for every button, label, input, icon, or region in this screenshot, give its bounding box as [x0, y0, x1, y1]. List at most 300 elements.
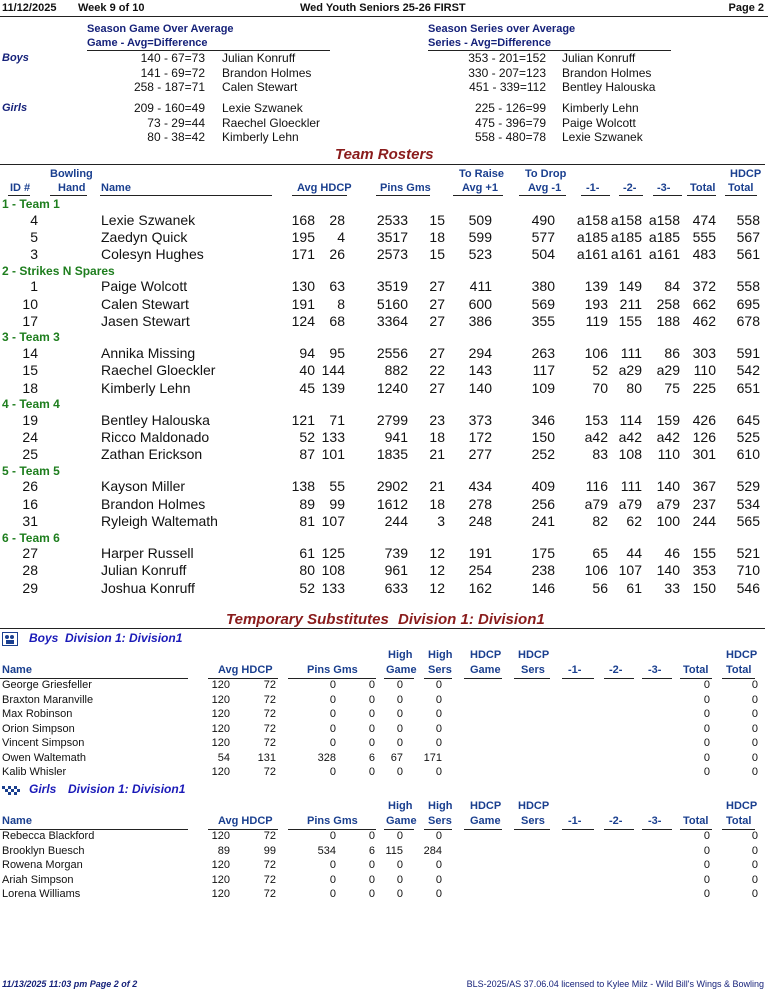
sub-name: Brooklyn Buesch	[2, 844, 85, 857]
player-games: 12	[429, 545, 445, 561]
sub-avg: 89	[217, 844, 230, 857]
over-avg-calc: 140 - 67=73	[140, 51, 205, 65]
player-id: 18	[22, 379, 38, 396]
player-to-drop: 409	[531, 478, 555, 495]
player-hdcp: 144	[321, 362, 345, 379]
rosters-title: Team Rosters	[335, 146, 434, 163]
player-id: 27	[22, 545, 38, 561]
team-label: 5 - Team 5	[2, 463, 60, 478]
player-name: Zathan Erickson	[101, 446, 203, 463]
over-avg-calc: 353 - 201=152	[468, 51, 546, 65]
column-underline	[376, 195, 430, 196]
col-name: Name	[101, 182, 131, 194]
player-game2: 107	[618, 562, 642, 579]
col-total: Total	[683, 815, 709, 827]
player-to-raise: 277	[468, 446, 492, 463]
player-name: Lexie Szwanek	[101, 211, 196, 228]
col-pins-gms: Pins Gms	[307, 815, 358, 827]
player-avg: 89	[299, 495, 315, 512]
over-avg-calc: 258 - 187=71	[133, 80, 205, 94]
sub-hdcp-total: 0	[751, 751, 758, 764]
player-hdcp-total: 678	[736, 313, 760, 329]
player-to-raise: 143	[468, 362, 492, 379]
sub-high-series: 0	[435, 737, 442, 749]
player-name: Annika Missing	[101, 344, 196, 361]
column-underline	[292, 195, 347, 196]
sub-games: 0	[368, 737, 375, 749]
col-g3: -3-	[648, 664, 662, 676]
player-game1: a185	[576, 228, 608, 245]
sub-avg: 120	[211, 873, 230, 886]
subs-title: Temporary Substitutes	[226, 611, 389, 628]
sub-avg: 120	[211, 679, 230, 691]
sub-hdcp: 72	[263, 693, 276, 706]
sub-pins: 0	[329, 737, 336, 749]
player-game2: 149	[618, 278, 642, 295]
player-game1: 193	[584, 295, 608, 312]
player-to-raise: 162	[468, 579, 492, 596]
player-to-raise: 278	[468, 495, 492, 512]
sub-avg: 120	[211, 722, 230, 735]
player-hdcp-total: 591	[736, 344, 760, 361]
sub-total: 0	[703, 844, 710, 857]
col-name: Name	[2, 815, 32, 827]
sub-hdcp: 72	[263, 722, 276, 735]
sub-hdcp: 72	[263, 830, 276, 842]
player-game3: 140	[656, 562, 680, 579]
col-hdcp-total: Total	[728, 182, 754, 194]
player-hdcp-total: 695	[736, 295, 760, 312]
player-hdcp: 28	[329, 211, 345, 228]
sub-avg: 54	[217, 751, 230, 764]
sub-hdcp: 72	[263, 708, 276, 720]
player-games: 22	[429, 362, 445, 379]
player-hdcp: 4	[337, 228, 345, 245]
sub-hdcp: 131	[257, 751, 276, 764]
over-avg-name: Calen Stewart	[222, 80, 298, 94]
player-to-drop: 504	[531, 246, 555, 263]
player-pins: 2573	[376, 246, 408, 263]
player-pins: 941	[384, 429, 408, 445]
player-hdcp: 71	[329, 411, 345, 428]
player-pins: 633	[384, 579, 408, 596]
player-hdcp: 125	[321, 545, 345, 561]
player-avg: 81	[299, 513, 315, 530]
player-game1: 119	[585, 313, 608, 329]
player-hdcp: 68	[329, 313, 345, 329]
sub-pins: 0	[329, 722, 336, 735]
player-total: 126	[692, 429, 716, 445]
col-high: High	[388, 649, 413, 661]
player-game2: 80	[626, 379, 642, 396]
player-hdcp-total: 534	[736, 495, 760, 512]
col-game: Game	[386, 664, 417, 676]
player-hdcp: 8	[337, 295, 345, 312]
player-pins: 5160	[376, 295, 408, 312]
column-underline	[642, 829, 672, 830]
over-avg-calc: 209 - 160=49	[133, 101, 205, 115]
sub-total: 0	[703, 693, 710, 706]
player-to-drop: 346	[531, 411, 555, 428]
sub-high-series: 0	[435, 708, 442, 720]
player-id: 31	[22, 513, 38, 530]
player-games: 27	[429, 295, 445, 312]
col-hdcp: HDCP	[726, 800, 758, 812]
sub-high-series: 0	[435, 859, 442, 871]
player-game3: a79	[656, 495, 680, 512]
sub-games: 0	[368, 888, 375, 900]
column-underline	[50, 195, 87, 196]
player-pins: 3519	[376, 278, 408, 295]
player-games: 27	[429, 379, 445, 396]
player-games: 18	[429, 495, 445, 512]
player-pins: 3364	[376, 313, 408, 329]
player-name: Joshua Konruff	[101, 579, 195, 596]
sub-total: 0	[703, 708, 710, 720]
player-game3: a161	[648, 246, 680, 263]
sub-name: Owen Waltemath	[2, 751, 86, 764]
player-pins: 961	[384, 562, 408, 579]
over-avg-name: Lexie Szwanek	[562, 130, 643, 144]
sub-high-series: 0	[435, 830, 442, 842]
sub-pins: 0	[329, 830, 336, 842]
player-game2: a29	[618, 362, 642, 379]
player-hdcp-total: 567	[736, 228, 760, 245]
column-underline	[514, 678, 550, 679]
player-to-drop: 117	[532, 362, 555, 379]
player-game1: a42	[584, 429, 608, 445]
column-underline	[604, 829, 634, 830]
player-game3: 188	[656, 313, 680, 329]
col-bowling: Bowling	[50, 168, 93, 180]
sub-name: Lorena Williams	[2, 888, 81, 900]
sub-total: 0	[703, 751, 710, 764]
sub-high-game: 115	[385, 844, 403, 857]
player-id: 29	[22, 579, 38, 596]
player-to-drop: 150	[531, 429, 555, 445]
player-avg: 130	[291, 278, 315, 295]
player-to-raise: 373	[468, 411, 492, 428]
over-avg-calc: 451 - 339=112	[469, 80, 546, 94]
player-hdcp: 107	[321, 513, 345, 530]
player-to-drop: 241	[531, 513, 555, 530]
sub-high-series: 0	[435, 722, 442, 735]
sub-high-series: 0	[435, 693, 442, 706]
column-underline	[562, 678, 594, 679]
sub-high-series: 0	[435, 766, 442, 778]
player-avg: 171	[291, 246, 315, 263]
player-hdcp-total: 525	[736, 429, 760, 445]
player-total: 483	[692, 246, 716, 263]
column-underline	[100, 195, 272, 196]
player-game1: 52	[592, 362, 608, 379]
bowling-pins-icon	[2, 632, 18, 646]
player-name: Calen Stewart	[101, 295, 189, 312]
report-title: Wed Youth Seniors 25-26 FIRST	[300, 2, 466, 14]
player-to-raise: 140	[468, 379, 492, 396]
player-total: 367	[692, 478, 716, 495]
column-underline	[619, 195, 643, 196]
player-game2: 44	[626, 545, 642, 561]
player-avg: 191	[291, 295, 315, 312]
player-game2: a42	[618, 429, 642, 445]
sub-high-game: 0	[396, 722, 403, 735]
sub-name: Ariah Simpson	[2, 873, 74, 886]
sub-name: George Griesfeller	[2, 679, 92, 691]
player-to-drop: 175	[531, 545, 555, 561]
player-total: 426	[692, 411, 716, 428]
report-date: 11/12/2025	[2, 2, 57, 14]
girls-label: Girls	[2, 102, 28, 114]
player-total: 353	[692, 562, 716, 579]
player-game3: 100	[656, 513, 680, 530]
col-hdcp: HDCP	[518, 800, 550, 812]
sub-hdcp-total: 0	[751, 830, 758, 842]
player-games: 27	[429, 313, 445, 329]
player-to-raise: 172	[468, 429, 492, 445]
player-to-drop: 146	[531, 579, 555, 596]
player-game2: 108	[618, 446, 642, 463]
player-game3: 33	[664, 579, 680, 596]
over-avg-calc: 141 - 69=72	[140, 65, 205, 80]
column-underline	[453, 195, 503, 196]
sub-total: 0	[703, 859, 710, 871]
player-hdcp: 63	[329, 278, 345, 295]
player-to-raise: 411	[469, 278, 492, 295]
sub-name: Rebecca Blackford	[2, 830, 95, 842]
sub-high-game: 67	[390, 751, 403, 764]
sub-pins: 0	[329, 873, 336, 886]
player-to-drop: 490	[531, 211, 555, 228]
player-id: 15	[22, 362, 38, 379]
player-pins: 3517	[376, 228, 408, 245]
player-hdcp-total: 565	[736, 513, 760, 530]
player-to-raise: 386	[468, 313, 492, 329]
player-pins: 2533	[376, 211, 408, 228]
player-game3: 84	[664, 278, 680, 295]
player-hdcp-total: 529	[736, 478, 760, 495]
sub-hdcp-total: 0	[751, 708, 758, 720]
column-underline	[464, 829, 502, 830]
col-hand: Hand	[58, 182, 86, 194]
player-pins: 882	[384, 362, 408, 379]
subs-group-label: Girls	[29, 782, 57, 796]
sub-hdcp: 72	[263, 737, 276, 749]
sub-high-game: 0	[396, 859, 403, 871]
player-total: 462	[692, 313, 716, 329]
player-hdcp-total: 558	[736, 278, 760, 295]
col-avg-minus: Avg -1	[528, 182, 562, 194]
player-name: Ryleigh Waltemath	[101, 513, 218, 530]
sub-games: 0	[368, 679, 375, 691]
sub-avg: 120	[211, 888, 230, 900]
player-total: 662	[692, 295, 716, 312]
col-avg-hdcp: Avg HDCP	[297, 182, 352, 194]
player-games: 12	[429, 562, 445, 579]
player-avg: 52	[299, 579, 315, 596]
player-game2: 111	[620, 344, 642, 361]
col-sers: Sers	[428, 664, 452, 676]
player-avg: 195	[291, 228, 315, 245]
player-game1: 116	[585, 478, 608, 495]
over-avg-calc: 225 - 126=99	[474, 101, 546, 115]
footer-license: BLS-2025/AS 37.06.04 licensed to Kylee Milz - Wild Bill's Wings & Bowling	[466, 979, 764, 989]
sub-high-game: 0	[396, 830, 403, 842]
player-total: 303	[692, 344, 716, 361]
player-pins: 244	[384, 513, 408, 530]
sub-hdcp-total: 0	[751, 737, 758, 749]
player-game1: a79	[584, 495, 608, 512]
sub-high-series: 0	[435, 679, 442, 691]
player-hdcp: 95	[329, 344, 345, 361]
player-hdcp-total: 710	[736, 562, 760, 579]
player-avg: 121	[291, 411, 315, 428]
player-avg: 168	[291, 211, 315, 228]
sub-high-game: 0	[396, 888, 403, 900]
player-games: 21	[429, 478, 445, 495]
player-pins: 1240	[376, 379, 408, 396]
col-g3: -3-	[657, 182, 671, 194]
player-game1: 83	[592, 446, 608, 463]
player-total: 555	[692, 228, 716, 245]
col-hdcp: HDCP	[726, 649, 758, 661]
player-total: 474	[692, 211, 716, 228]
player-games: 3	[437, 513, 445, 530]
col-hdcp: HDCP	[470, 800, 502, 812]
column-underline	[642, 678, 672, 679]
sub-hdcp: 99	[263, 844, 276, 857]
sub-hdcp-total: 0	[751, 766, 758, 778]
player-id: 5	[30, 228, 38, 245]
player-game2: 111	[620, 478, 642, 495]
col-g2: -2-	[623, 182, 637, 194]
over-avg-calc: 475 - 396=79	[474, 115, 546, 130]
player-game3: 140	[656, 478, 680, 495]
player-hdcp: 133	[321, 429, 345, 445]
column-underline	[604, 678, 634, 679]
player-total: 110	[693, 362, 716, 379]
team-label: 6 - Team 6	[2, 530, 60, 545]
player-game1: 153	[584, 411, 608, 428]
col-game: Game	[470, 664, 501, 676]
player-name: Raechel Gloeckler	[101, 362, 216, 379]
boys-label: Boys	[2, 52, 29, 64]
player-game3: 258	[656, 295, 680, 312]
player-hdcp-total: 521	[736, 545, 760, 561]
column-underline	[653, 195, 682, 196]
sub-avg: 120	[211, 708, 230, 720]
player-id: 19	[22, 411, 38, 428]
player-id: 1	[30, 278, 38, 295]
player-name: Julian Konruff	[101, 562, 187, 579]
col-total: Total	[683, 664, 709, 676]
sub-hdcp-total: 0	[751, 859, 758, 871]
sub-total: 0	[703, 766, 710, 778]
player-avg: 80	[299, 562, 315, 579]
sub-hdcp-total: 0	[751, 679, 758, 691]
player-pins: 1612	[376, 495, 408, 512]
player-id: 28	[22, 562, 38, 579]
player-game1: 139	[584, 278, 608, 295]
player-game1: 56	[592, 579, 608, 596]
player-total: 244	[692, 513, 716, 530]
player-game1: 65	[592, 545, 608, 561]
team-label: 2 - Strikes N Spares	[2, 263, 115, 278]
sub-pins: 0	[329, 708, 336, 720]
over-avg-name: Lexie Szwanek	[222, 101, 303, 115]
sub-total: 0	[703, 722, 710, 735]
player-to-raise: 523	[468, 246, 492, 263]
sub-pins: 0	[329, 888, 336, 900]
player-to-raise: 294	[468, 344, 492, 361]
player-avg: 124	[291, 313, 315, 329]
sub-games: 6	[368, 844, 375, 857]
player-name: Harper Russell	[101, 545, 194, 561]
player-game3: 75	[664, 379, 680, 396]
column-underline	[514, 829, 550, 830]
sub-pins: 328	[317, 751, 336, 764]
sub-games: 0	[368, 708, 375, 720]
player-total: 150	[692, 579, 716, 596]
sub-total: 0	[703, 888, 710, 900]
player-game1: a161	[576, 246, 608, 263]
col-g1: -1-	[568, 815, 582, 827]
sub-name: Orion Simpson	[2, 722, 75, 735]
sub-high-game: 0	[396, 737, 403, 749]
player-hdcp: 101	[321, 446, 345, 463]
rosters-top-rule	[0, 164, 765, 165]
player-hdcp: 26	[329, 246, 345, 263]
col-hdcp: HDCP	[470, 649, 502, 661]
over-avg-calc: 558 - 480=78	[474, 130, 546, 144]
col-total: Total	[726, 815, 752, 827]
series-over-avg-sub: Series - Avg=Difference	[428, 37, 551, 49]
player-game1: 82	[592, 513, 608, 530]
player-game3: a185	[648, 228, 680, 245]
sub-games: 0	[368, 766, 375, 778]
over-avg-calc: 330 - 207=123	[468, 65, 546, 80]
sub-high-series: 0	[435, 873, 442, 886]
sub-hdcp: 72	[263, 679, 276, 691]
player-game2: 114	[619, 411, 642, 428]
player-games: 15	[429, 211, 445, 228]
player-game3: 46	[664, 545, 680, 561]
player-game3: a158	[648, 211, 680, 228]
player-name: Zaedyn Quick	[101, 228, 188, 245]
player-total: 237	[692, 495, 716, 512]
col-to-drop: To Drop	[525, 168, 567, 180]
sub-avg: 120	[211, 766, 230, 778]
player-pins: 2799	[376, 411, 408, 428]
subs-division: Division 1: Division1	[398, 611, 545, 628]
sub-games: 0	[368, 722, 375, 735]
sub-pins: 0	[329, 859, 336, 871]
over-avg-calc: 73 - 29=44	[147, 115, 205, 130]
sub-games: 0	[368, 859, 375, 871]
sub-pins: 0	[329, 679, 336, 691]
col-avg-hdcp: Avg HDCP	[218, 815, 273, 827]
col-g1: -1-	[568, 664, 582, 676]
player-games: 12	[429, 579, 445, 596]
col-game: Game	[470, 815, 501, 827]
player-avg: 87	[299, 446, 315, 463]
player-game2: 62	[626, 513, 642, 530]
player-to-drop: 380	[531, 278, 555, 295]
player-name: Bentley Halouska	[101, 411, 210, 428]
player-to-drop: 263	[531, 344, 555, 361]
sub-high-series: 284	[423, 844, 442, 857]
column-underline	[8, 195, 30, 196]
